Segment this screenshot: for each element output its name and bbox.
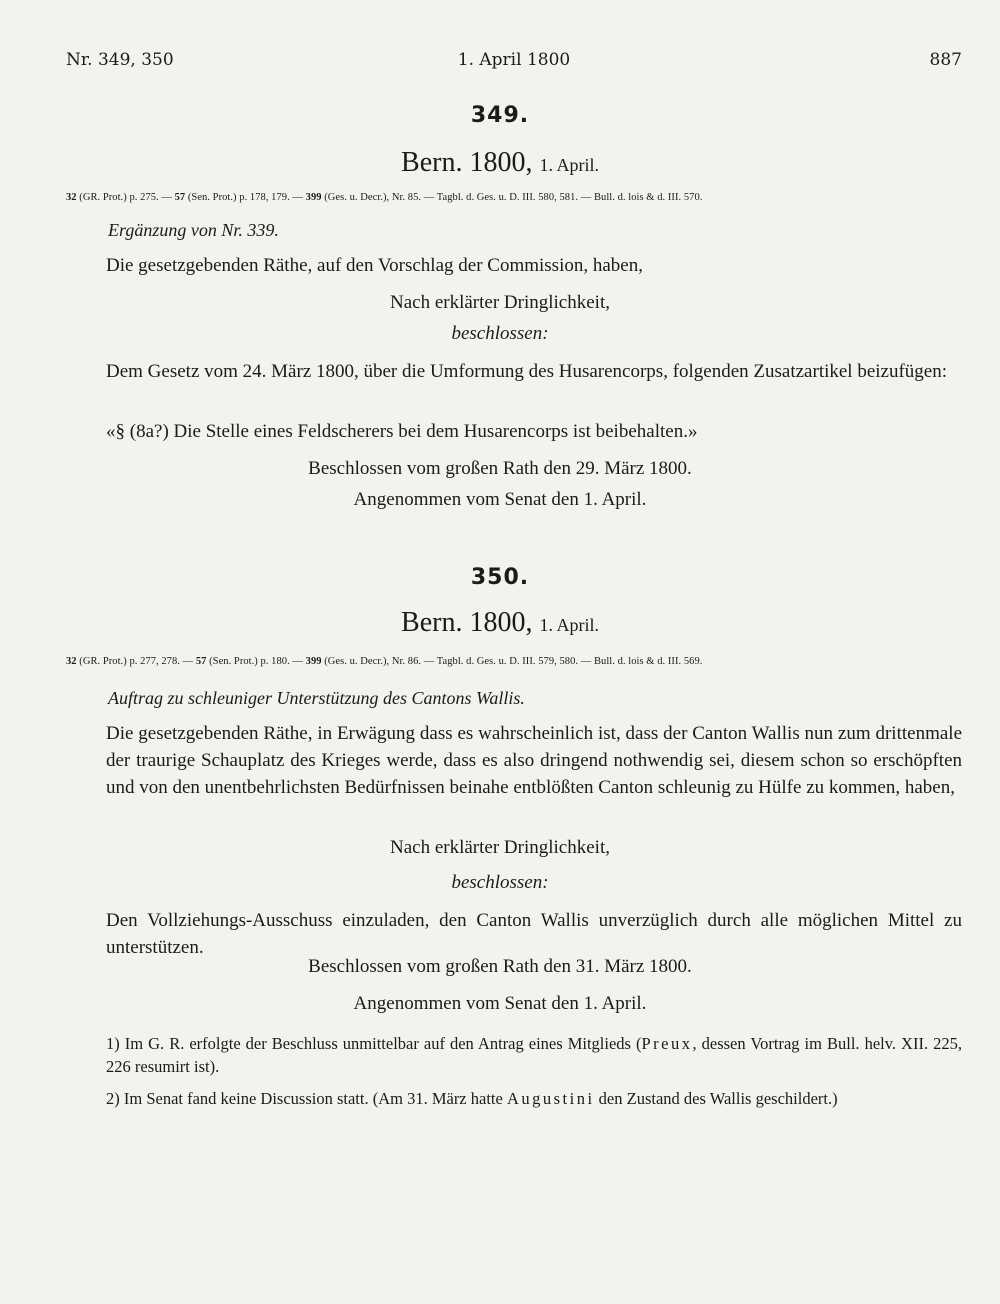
page-number: 887 xyxy=(929,50,962,70)
doc-350-resolved: beschlossen: xyxy=(451,872,549,893)
doc-349-body xyxy=(66,358,962,385)
doc-350-date: 1. April. xyxy=(539,615,599,635)
doc-350-note-1 xyxy=(66,1032,962,1078)
doc-350-note-1-b: , dessen Vortrag im Bull. helv. XII. 225, 226 resumirt ist). xyxy=(106,1034,962,1076)
doc-350-note-2-a: 2) Im Senat fand keine Discussion statt. (Am 31. März hatte xyxy=(106,1089,507,1108)
doc-349-intro-text: Die gesetzgebenden Räthe, auf den Vorschlag der Commission, haben, xyxy=(106,255,643,276)
doc-349-urgency: Nach erklärter Dringlichkeit, xyxy=(390,292,610,313)
doc-350-number: 350. xyxy=(470,565,530,590)
doc-350-council: Beschlossen vom großen Rath den 31. März 1800. xyxy=(308,956,692,977)
doc-349-ref-1-num: 32 xyxy=(66,192,77,203)
doc-350-place: Bern. 1800, xyxy=(401,607,533,638)
doc-349-ref-3-num: 399 xyxy=(305,192,322,203)
doc-350-senate: Angenommen vom Senat den 1. April. xyxy=(353,993,647,1014)
doc-349-article-text: «§ (8a?) Die Stelle eines Feldscherers bei dem Husarencorps ist beibehalten.» xyxy=(106,421,698,442)
doc-349-article xyxy=(66,418,962,445)
doc-349-ref-3-text: (Ges. u. Decr.), Nr. 85. — Tagbl. d. Ges. u. D. III. 580, 581. — Bull. d. lois & d. III. 570. xyxy=(321,192,703,203)
doc-350-place-date xyxy=(0,607,1000,639)
doc-350-ref-1-num: 32 xyxy=(66,656,77,667)
doc-350-ref-2-text: (Sen. Prot.) p. 180. — xyxy=(206,656,306,667)
doc-349-date: 1. April. xyxy=(539,155,599,175)
doc-350-title: Auftrag zu schleuniger Unterstützung des Cantons Wallis. xyxy=(108,688,525,708)
doc-350-note-2 xyxy=(66,1087,962,1110)
doc-350-ref-1-text: (GR. Prot.) p. 277, 278. — xyxy=(76,656,196,667)
doc-349-body-text: Dem Gesetz vom 24. März 1800, über die Umformung des Husarencorps, folgenden Zusatzartikel beizufügen: xyxy=(106,361,948,382)
running-head-date: 1. April 1800 xyxy=(457,50,571,70)
doc-350-note-1-content xyxy=(66,1032,962,1078)
doc-350-body xyxy=(66,907,962,961)
running-head-left: Nr. 349, 350 xyxy=(66,50,174,70)
doc-350-references xyxy=(66,656,962,667)
doc-350-note-2-b: den Zustand des Wallis geschildert.) xyxy=(594,1089,838,1108)
doc-349-place: Bern. 1800, xyxy=(401,147,533,178)
doc-349-senate: Angenommen vom Senat den 1. April. xyxy=(353,489,647,510)
doc-349-place-date xyxy=(0,147,1000,179)
doc-350-ref-2-num: 57 xyxy=(195,656,207,667)
doc-349-references xyxy=(66,192,962,203)
doc-350-intro-text: Die gesetzgebenden Räthe, in Erwägung dass es wahrscheinlich ist, dass der Canton Wallis nun zum drittenmale der traurige Schauplatz des Krieges werde, dass es also dringend nothwendig sei, diesem schon so erschöpften und von den unentbehrlichsten Bedürfnissen beinahe entblößten Canton schleunig zu Hülfe zu kommen, haben, xyxy=(106,723,962,798)
doc-350-ref-3-text: (Ges. u. Decr.), Nr. 86. — Tagbl. d. Ges. u. D. III. 579, 580. — Bull. d. lois & d. III. 569. xyxy=(321,656,703,667)
doc-349-title: Ergänzung von Nr. 339. xyxy=(108,220,279,240)
doc-350-note-2-content xyxy=(66,1087,962,1110)
doc-349-ref-2-text: (Sen. Prot.) p. 178, 179. — xyxy=(185,192,306,203)
doc-349-council: Beschlossen vom großen Rath den 29. März 1800. xyxy=(308,458,692,479)
doc-350-ref-3-num: 399 xyxy=(305,656,322,667)
doc-350-intro xyxy=(66,720,962,801)
doc-350-note-1-name: Preux xyxy=(641,1034,693,1053)
running-head xyxy=(66,50,962,74)
doc-350-body-text: Den Vollziehungs-Ausschuss einzuladen, den Canton Wallis unverzüglich durch alle möglichen Mittel zu unterstützen. xyxy=(106,910,962,958)
doc-349-resolved: beschlossen: xyxy=(451,323,549,344)
doc-350-urgency: Nach erklärter Dringlichkeit, xyxy=(390,837,610,858)
doc-350-note-2-name: Augustini xyxy=(506,1089,595,1108)
doc-349-ref-1-text: (GR. Prot.) p. 275. — xyxy=(76,192,175,203)
doc-349-number: 349. xyxy=(470,103,530,128)
doc-349-ref-2-num: 57 xyxy=(174,192,186,203)
doc-349-intro xyxy=(66,252,962,279)
doc-350-note-1-a: 1) Im G. R. erfolgte der Beschluss unmittelbar auf den Antrag eines Mitglieds ( xyxy=(106,1034,642,1053)
